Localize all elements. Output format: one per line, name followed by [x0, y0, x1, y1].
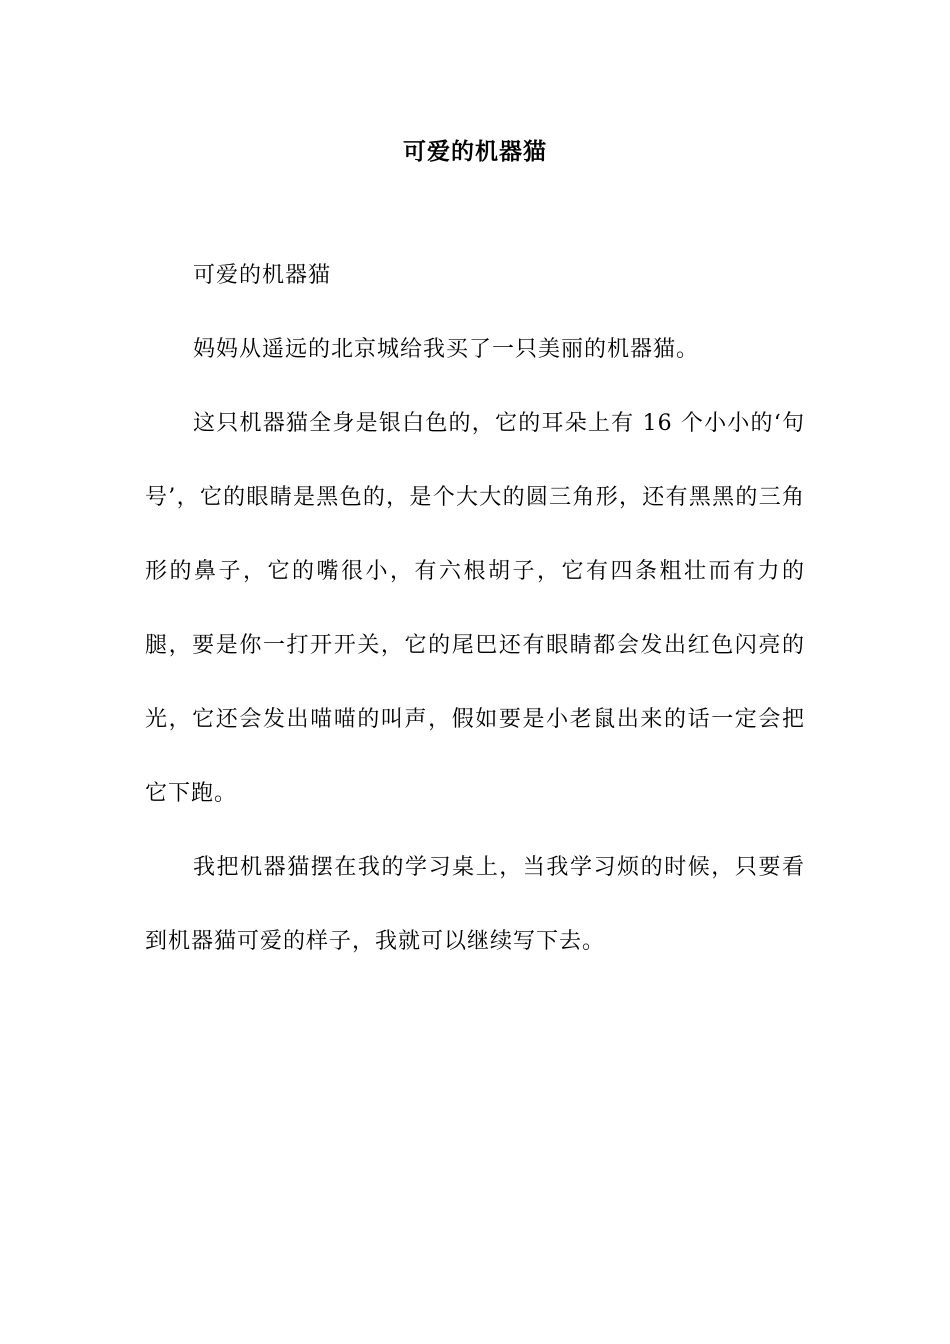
paragraph-2: 妈妈从遥远的北京城给我买了一只美丽的机器猫。	[193, 337, 700, 362]
paragraph-1: 可爱的机器猫	[193, 263, 332, 288]
document-title: 可爱的机器猫	[403, 138, 547, 165]
paragraph-4: 我把机器猫摆在我的学习桌上，当我学习烦的时候，只要看到机器猫可爱的样子，我就可以继续写下去。	[145, 855, 805, 954]
document-body	[145, 254, 805, 994]
paragraph-3: 这只机器猫全身是银白色的，它的耳朵上有 16 个小小的‘句号’，它的眼睛是黑色的，是个大大的圆三角形，还有黑黑的三角形的鼻子，它的嘴很小，有六根胡子，它有四条粗壮而有力的腿，要是你一打开开关，它的尾巴还有眼睛都会发出红色闪亮的光，它还会发出喵喵的叫声，假如要是小老鼠出来的话一定会把它下跑。	[145, 411, 805, 806]
